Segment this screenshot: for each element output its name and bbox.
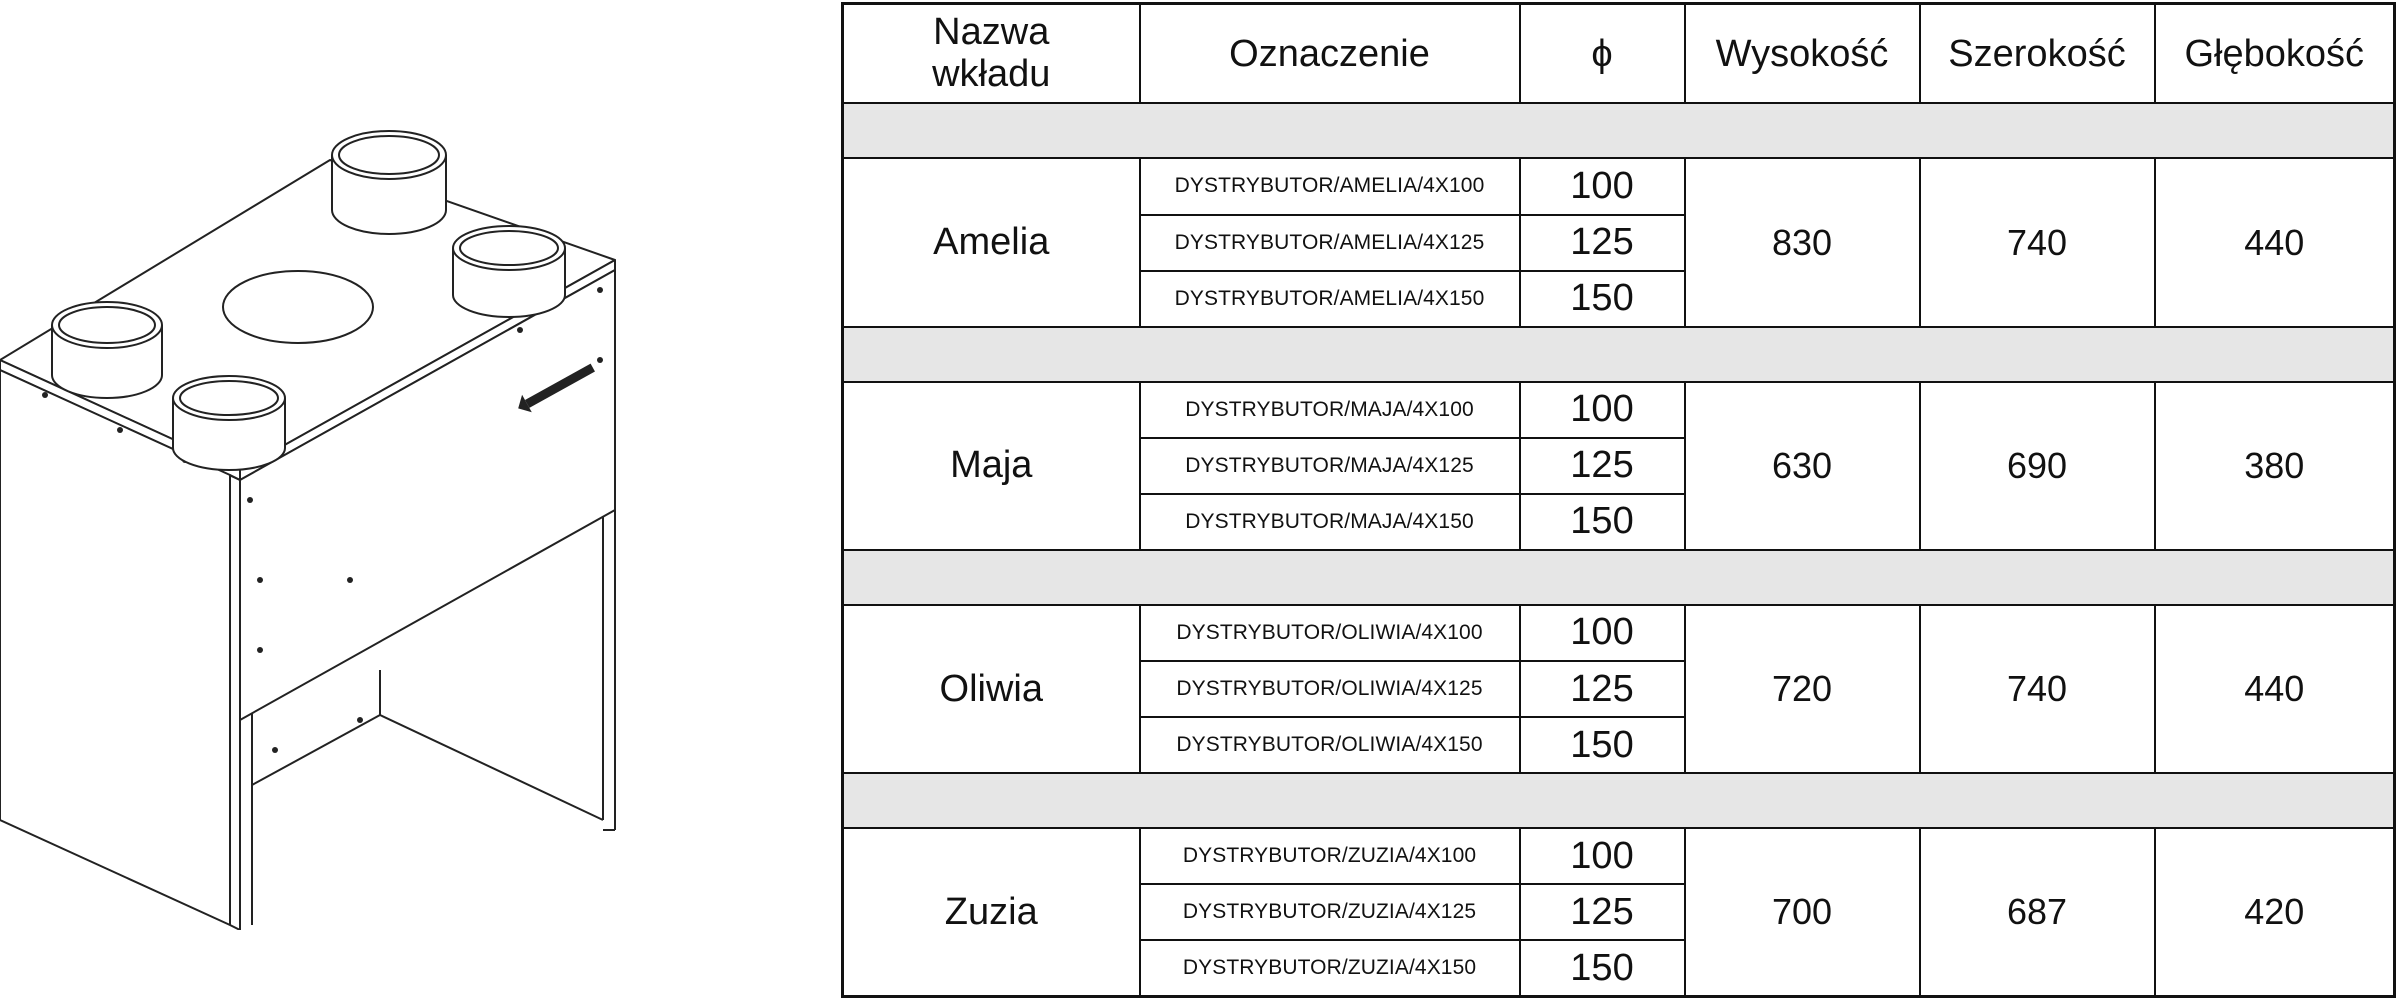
diameter-cell: 100 [1520, 158, 1685, 214]
cartridge-name-cell: Amelia [843, 158, 1140, 326]
depth-cell: 420 [2155, 828, 2395, 996]
designation-cell: DYSTRYBUTOR/AMELIA/4X150 [1140, 271, 1520, 327]
designation-cell: DYSTRYBUTOR/OLIWIA/4X125 [1140, 661, 1520, 717]
group-separator-row [843, 103, 2395, 158]
cartridge-name-cell: Maja [843, 382, 1140, 550]
header-height: Wysokość [1685, 4, 1920, 104]
group-separator-cell [843, 773, 2395, 828]
table-header-row [843, 4, 2395, 104]
designation-cell: DYSTRYBUTOR/OLIWIA/4X150 [1140, 717, 1520, 773]
designation-cell: DYSTRYBUTOR/ZUZIA/4X150 [1140, 940, 1520, 996]
group-separator-cell [843, 327, 2395, 382]
duct-collar-front [173, 376, 285, 470]
width-cell: 687 [1920, 828, 2155, 996]
table-row [843, 605, 2395, 661]
group-separator-row [843, 773, 2395, 828]
depth-cell: 440 [2155, 158, 2395, 326]
table-row [843, 158, 2395, 214]
cartridge-name-cell: Zuzia [843, 828, 1140, 996]
diameter-cell: 125 [1520, 884, 1685, 940]
designation-cell: DYSTRYBUTOR/OLIWIA/4X100 [1140, 605, 1520, 661]
height-cell: 700 [1685, 828, 1920, 996]
table-row [843, 828, 2395, 884]
designation-cell: DYSTRYBUTOR/AMELIA/4X125 [1140, 215, 1520, 271]
width-cell: 740 [1920, 158, 2155, 326]
diameter-cell: 150 [1520, 717, 1685, 773]
designation-cell: DYSTRYBUTOR/AMELIA/4X100 [1140, 158, 1520, 214]
diameter-cell: 100 [1520, 605, 1685, 661]
height-cell: 630 [1685, 382, 1920, 550]
distributor-box-illustration [0, 130, 630, 930]
duct-collar-left [52, 302, 162, 398]
diameter-cell: 125 [1520, 661, 1685, 717]
header-code: Oznaczenie [1140, 4, 1520, 104]
diameter-cell: 100 [1520, 828, 1685, 884]
designation-cell: DYSTRYBUTOR/ZUZIA/4X125 [1140, 884, 1520, 940]
cartridge-name-cell: Oliwia [843, 605, 1140, 773]
height-cell: 720 [1685, 605, 1920, 773]
table-row [843, 382, 2395, 438]
designation-cell: DYSTRYBUTOR/ZUZIA/4X100 [1140, 828, 1520, 884]
distributor-spec-table [841, 2, 2396, 998]
header-depth: Głębokość [2155, 4, 2395, 104]
diameter-cell: 100 [1520, 382, 1685, 438]
width-cell: 740 [1920, 605, 2155, 773]
designation-cell: DYSTRYBUTOR/MAJA/4X150 [1140, 494, 1520, 550]
diameter-cell: 150 [1520, 494, 1685, 550]
depth-cell: 440 [2155, 605, 2395, 773]
duct-collar-back [332, 131, 446, 234]
diameter-cell: 125 [1520, 215, 1685, 271]
designation-cell: DYSTRYBUTOR/MAJA/4X100 [1140, 382, 1520, 438]
header-name: Nazwa wkładu [843, 4, 1140, 104]
group-separator-row [843, 550, 2395, 605]
width-cell: 690 [1920, 382, 2155, 550]
depth-cell: 380 [2155, 382, 2395, 550]
duct-collar-right [453, 226, 565, 317]
group-separator-row [843, 327, 2395, 382]
diameter-cell: 150 [1520, 271, 1685, 327]
center-opening [223, 271, 373, 343]
header-diameter: ϕ [1520, 4, 1685, 104]
diameter-cell: 150 [1520, 940, 1685, 996]
header-width: Szerokość [1920, 4, 2155, 104]
group-separator-cell [843, 103, 2395, 158]
designation-cell: DYSTRYBUTOR/MAJA/4X125 [1140, 438, 1520, 494]
group-separator-cell [843, 550, 2395, 605]
height-cell: 830 [1685, 158, 1920, 326]
diameter-cell: 125 [1520, 438, 1685, 494]
